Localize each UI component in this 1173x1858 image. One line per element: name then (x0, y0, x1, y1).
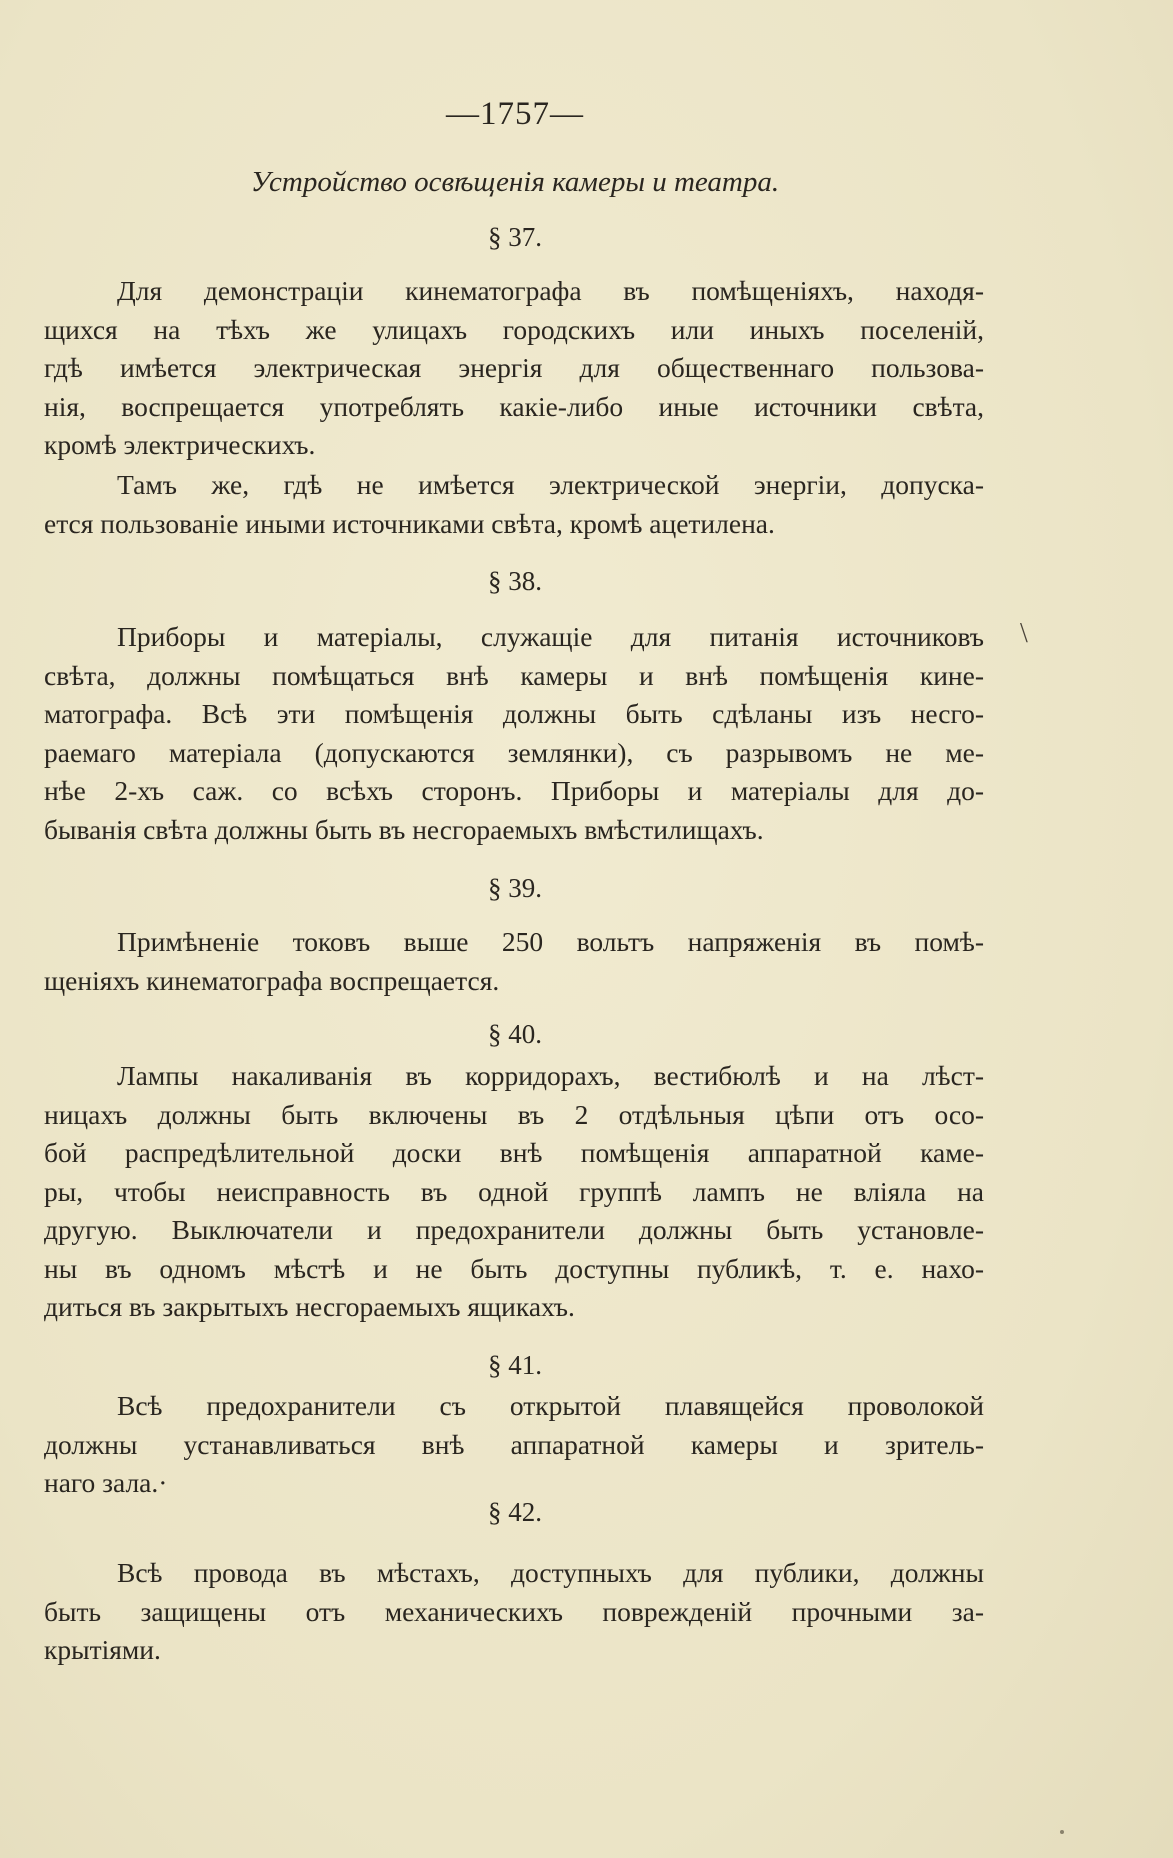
paragraph-40 (44, 1057, 984, 1327)
text-line: Тамъ же, гдѣ не имѣется электрической энергіи, допуска- (117, 469, 984, 500)
section-mark-39: § 39. (488, 873, 542, 903)
text-line: быванія свѣта должны быть въ несгораемыхъ вмѣстилищахъ. (44, 813, 764, 845)
section-mark-37: § 37. (488, 222, 542, 252)
text-line: наго зала.· (44, 1467, 168, 1498)
paragraph-42 (44, 1554, 984, 1670)
section-mark-42: § 42. (488, 1497, 542, 1527)
paragraph-37-2 (44, 466, 984, 543)
text-line: кромѣ электрическихъ. (44, 429, 316, 460)
text-line: Лампы накаливанія въ корридорахъ, вестибюлѣ и на лѣст- (117, 1060, 984, 1091)
text-line: нѣе 2-хъ саж. со всѣхъ сторонъ. Приборы и матеріалы для до- (44, 775, 984, 806)
text-line: матографа. Всѣ эти помѣщенія должны быть сдѣланы изъ несго- (44, 698, 984, 729)
text-line: гдѣ имѣется электрическая энергія для общественнаго пользова- (44, 352, 984, 383)
paragraph-39 (44, 923, 984, 1000)
text-line: бой распредѣлительной доски внѣ помѣщенія аппаратной каме- (44, 1137, 984, 1168)
text-line: быть защищены отъ механическихъ поврежденій прочными за- (44, 1595, 984, 1627)
text-line: Всѣ предохранители съ открытой плавящейся проволокой (117, 1390, 984, 1421)
text-line: ры, чтобы неисправность въ одной группѣ лампъ не вліяла на (44, 1175, 984, 1207)
paragraph-41 (44, 1387, 984, 1503)
section-mark-41: § 41. (488, 1350, 542, 1380)
text-line: ны въ одномъ мѣстѣ и не быть доступны публикѣ, т. е. нахо- (44, 1252, 984, 1284)
paper-speck (1060, 1830, 1064, 1834)
section-mark-40: § 40. (488, 1019, 542, 1049)
text-line: должны устанавливаться внѣ аппаратной камеры и зритель- (44, 1428, 984, 1460)
text-line: крытіями. (44, 1634, 161, 1665)
text-line: Примѣненіе токовъ выше 250 вольтъ напряженія въ помѣ- (117, 926, 984, 957)
text-line: диться въ закрытыхъ несгораемыхъ ящикахъ. (44, 1291, 575, 1322)
section-mark-38: § 38. (488, 566, 542, 596)
text-line: раемаго матеріала (допускаются землянки), съ разрывомъ не ме- (44, 736, 984, 768)
text-line: ется пользованіе иными источниками свѣта, кромѣ ацетилена. (44, 507, 775, 539)
text-line: щихся на тѣхъ же улицахъ городскихъ или иныхъ поселеній, (44, 313, 984, 345)
text-line: щеніяхъ кинематографа воспрещается. (44, 964, 500, 996)
section-heading: Устройство освѣщенія камеры и театра. (250, 166, 780, 198)
text-line: Приборы и матеріалы, служащіе для питанія источниковъ (117, 621, 984, 652)
paragraph-38 (44, 618, 984, 849)
text-line: другую. Выключатели и предохранители должны быть установле- (44, 1214, 984, 1245)
paragraph-37-1 (44, 272, 984, 465)
margin-mark: \ (1020, 618, 1028, 649)
text-line: свѣта, должны помѣщаться внѣ камеры и внѣ помѣщенія кине- (44, 659, 984, 691)
text-line: Всѣ провода въ мѣстахъ, доступныхъ для публики, должны (117, 1557, 984, 1588)
text-line: ницахъ должны быть включены въ 2 отдѣльныя цѣпи отъ осо- (44, 1098, 984, 1130)
text-line: Для демонстраціи кинематографа въ помѣщеніяхъ, находя- (117, 275, 984, 306)
text-line: нія, воспрещается употреблять какіе-либо иные источники свѣта, (44, 390, 984, 422)
page-number: —1757— (446, 96, 584, 132)
